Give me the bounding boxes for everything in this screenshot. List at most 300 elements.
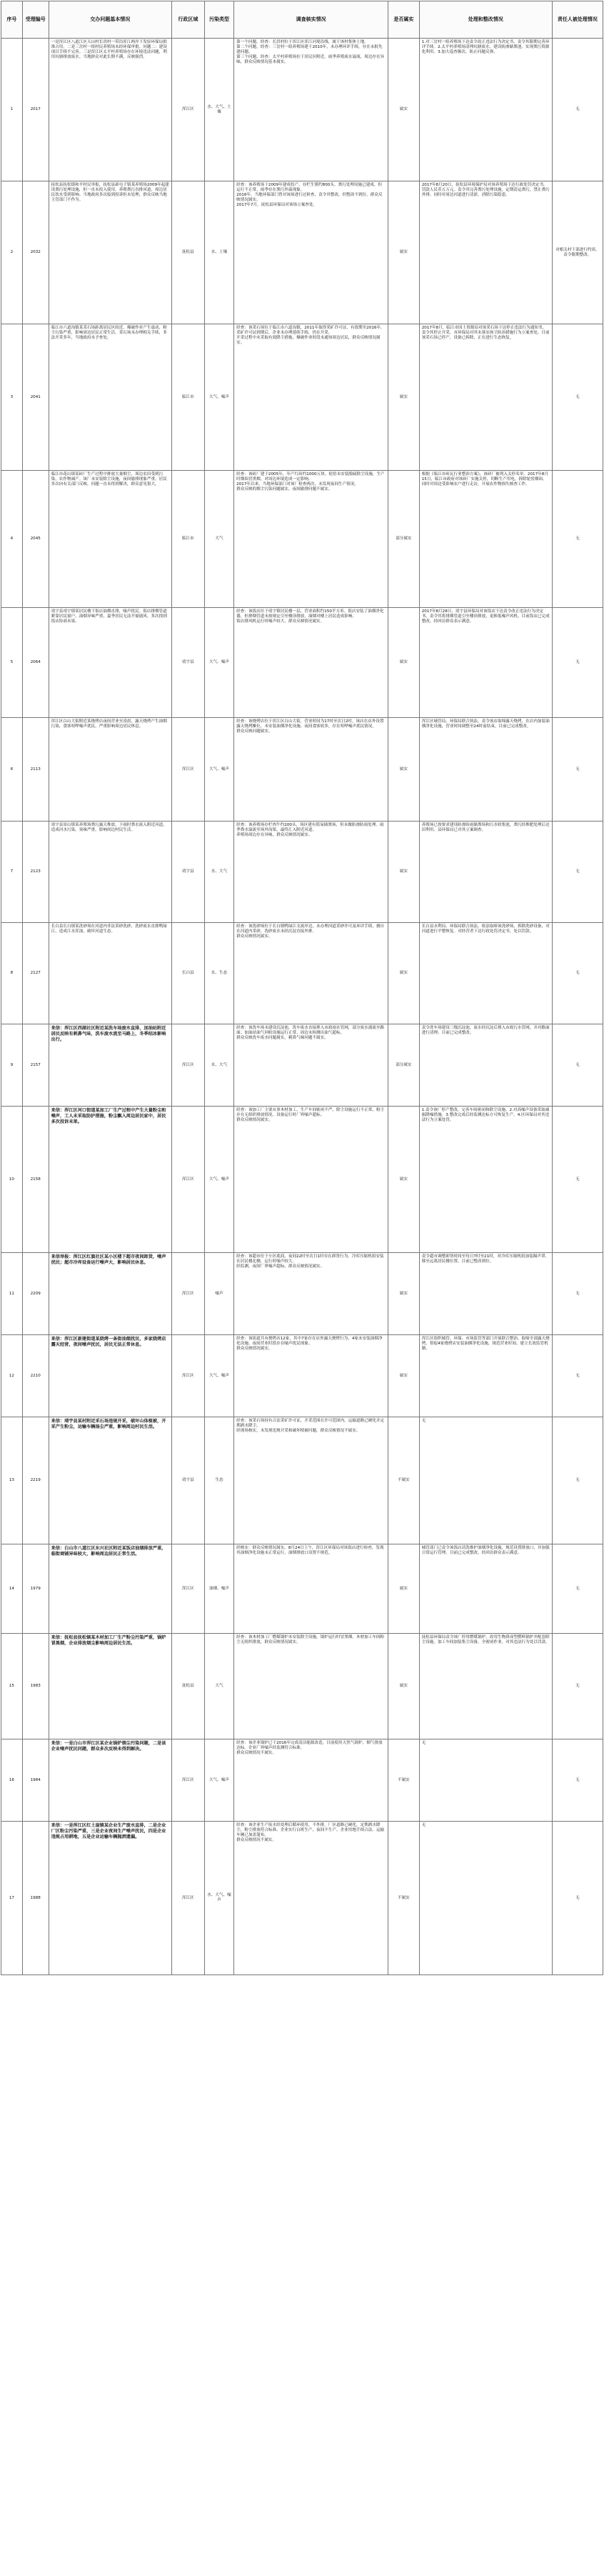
row-problem bbox=[49, 324, 171, 471]
row-region bbox=[171, 822, 204, 923]
row-handling-text: 无 bbox=[421, 1419, 426, 1423]
row-pollution-type bbox=[204, 1822, 233, 1975]
row-responsible-text: 无 bbox=[575, 1586, 580, 1591]
row-region bbox=[171, 1822, 204, 1975]
row-id-text: 1979 bbox=[30, 1586, 41, 1591]
row-pollution-type-text: 大气、噪声 bbox=[208, 1373, 229, 1378]
row-handling bbox=[419, 608, 552, 718]
table-row bbox=[1, 39, 603, 181]
row-responsible bbox=[552, 1107, 603, 1253]
row-responsible bbox=[552, 1024, 603, 1107]
row-seq bbox=[1, 1024, 23, 1107]
row-id bbox=[22, 923, 49, 1024]
row-id bbox=[22, 1024, 49, 1107]
row-seq-text: 16 bbox=[9, 1777, 14, 1782]
row-survey-text: 经查：该洗砂场位于长白镇鸭绿江支流岸边，未办理河道采砂许可及环评手续，擅自在河道内采砂，洗砂废水未经沉淀直接外排。 群众反映情况属实。 bbox=[236, 924, 385, 939]
row-handling bbox=[419, 1107, 552, 1253]
row-seq-text: 6 bbox=[10, 767, 14, 772]
row-pollution-type bbox=[204, 1739, 233, 1822]
row-region-text: 浑江区 bbox=[181, 1895, 194, 1900]
row-seq-text: 2 bbox=[10, 250, 14, 254]
table-body bbox=[1, 39, 603, 1975]
table-row bbox=[1, 1822, 603, 1975]
row-pollution-type bbox=[204, 471, 233, 608]
row-responsible-text: 无 bbox=[575, 536, 580, 541]
row-survey-text: 经查：该超市位于小区底商，夜间22时至次日1时存在卸货行为。冷库压缩机组安装在居民楼北侧，运行时噪声较大。 经监测，夜间厂界噪声超标，群众反映情况属实。 bbox=[236, 1254, 384, 1269]
row-id-text: 2017 bbox=[30, 107, 41, 111]
row-id bbox=[22, 608, 49, 718]
row-region-text: 靖宇县 bbox=[181, 869, 194, 874]
row-verdict bbox=[388, 1544, 420, 1634]
row-seq bbox=[1, 608, 23, 718]
row-survey-text: 经查：该烧烤店位于浑江区白山大街，营业时间为17时至次日2时。该店在店外设置露天烧烤摊位，未安装油烟净化设施。夜间食客较多，存在喧哗噪声扰民情况。 群众反映问题属实。 bbox=[236, 719, 384, 734]
table-row bbox=[1, 1739, 603, 1822]
row-survey bbox=[234, 324, 388, 471]
row-problem bbox=[49, 1107, 171, 1253]
row-region-text: 浑江区 bbox=[181, 1777, 194, 1782]
row-pollution-type bbox=[204, 181, 233, 324]
row-pollution-type-text: 水、大气 bbox=[211, 1062, 228, 1067]
row-verdict-text: 属实 bbox=[399, 869, 408, 874]
row-id-text: 2113 bbox=[30, 767, 41, 772]
row-responsible bbox=[552, 822, 603, 923]
row-pollution-type bbox=[204, 1544, 233, 1634]
row-handling bbox=[419, 822, 552, 923]
header-survey: 调查核实情况 bbox=[234, 1, 388, 39]
row-verdict bbox=[388, 324, 420, 471]
row-verdict-text: 属实 bbox=[399, 394, 408, 399]
row-responsible-text: 无 bbox=[575, 1895, 580, 1900]
row-responsible-text: 无 bbox=[575, 1291, 580, 1296]
row-problem bbox=[49, 718, 171, 822]
table-row bbox=[1, 1024, 603, 1107]
row-pollution-type-text: 油烟、噪声 bbox=[208, 1586, 229, 1591]
row-problem-text: 来信：抚松县抚松镇某木材加工厂生产粉尘污染严重，锅炉冒黑烟，企业排放烟尘影响周边居民生活。 bbox=[51, 1635, 166, 1646]
row-verdict-text: 不属实 bbox=[397, 1777, 410, 1782]
row-id-text: 2209 bbox=[30, 1291, 41, 1296]
row-problem-text: 来信：一是浑江区红土崖镇某企业生产废水直排，二是企业厂区粉尘污染严重，三是企业夜间生产噪声扰民，四是企业违规占用耕地，五是企业运输车辆抛洒遗漏。 bbox=[51, 1823, 166, 1839]
row-verdict bbox=[388, 181, 420, 324]
row-verdict bbox=[388, 1739, 420, 1822]
row-responsible bbox=[552, 1544, 603, 1634]
row-survey-text: 经核实：群众反映情况属实。8月24日上午，浑江区环保局对该饭店进行检查，发现其油烟净化设施未正常运行，油烟排放口设置不规范。 bbox=[236, 1546, 384, 1555]
row-region-text: 浑江区 bbox=[181, 107, 194, 111]
row-seq bbox=[1, 1253, 23, 1335]
table-row bbox=[1, 923, 603, 1024]
header-problem: 交办问题基本情况 bbox=[49, 1, 171, 39]
row-pollution-type bbox=[204, 39, 233, 181]
row-problem bbox=[49, 1739, 171, 1822]
row-responsible-text: 无 bbox=[575, 660, 580, 664]
row-region bbox=[171, 471, 204, 608]
row-survey-text: 经查：该木材加工厂燃煤锅炉未安装除尘设施，锅炉运行时冒黑烟。木材加工车间粉尘无组织排放，群众反映情况属实。 bbox=[236, 1635, 385, 1644]
row-region-text: 浑江区 bbox=[181, 1586, 194, 1591]
row-verdict-text: 属实 bbox=[399, 1373, 408, 1378]
row-id bbox=[22, 1634, 49, 1739]
row-pollution-type bbox=[204, 324, 233, 471]
row-verdict-text: 属实 bbox=[399, 250, 408, 254]
row-problem-text: 长白县长白镇某洗砂场在河道内非法采砂洗砂，洗砂废水直排鸭绿江，造成江水浑浊，破坏河道生态。 bbox=[51, 924, 167, 934]
row-id-text: 2041 bbox=[30, 394, 41, 399]
row-id-text: 2123 bbox=[30, 869, 41, 874]
row-pollution-type-text: 水、大气、噪声 bbox=[207, 1893, 231, 1902]
row-problem bbox=[49, 822, 171, 923]
row-pollution-type-text: 水、土壤 bbox=[211, 250, 228, 254]
row-seq bbox=[1, 923, 23, 1024]
row-problem-text: 一是浑江区八道江区天山村长洪村一带沿浑江两岸下发原环保局批准占用。二是三岔村一组村民养殖场未经环保审批。问题二：建设项目手续不完善。三是浑江区太平村养殖场存在环境违法问题，利用坑塘排放废水。当地群众对此长期不满，反映强烈。 bbox=[51, 40, 167, 59]
row-handling bbox=[419, 923, 552, 1024]
row-verdict bbox=[388, 1417, 420, 1544]
row-survey bbox=[234, 1253, 388, 1335]
row-id-text: 2127 bbox=[30, 971, 41, 975]
row-region bbox=[171, 1107, 204, 1253]
row-problem bbox=[49, 608, 171, 718]
row-handling-text: 1.责令该厂停产整改，完善车间密闭和除尘设施。2.对高噪声设备采取减振降噪措施。3.整改完成后经监测达标方可恢复生产。4.区环保局对其违法行为立案处罚。 bbox=[421, 1108, 550, 1122]
row-pollution-type bbox=[204, 1253, 233, 1335]
row-region-text: 临江市 bbox=[181, 536, 194, 541]
header-row bbox=[1, 1, 603, 39]
row-pollution-type-text: 大气、噪声 bbox=[208, 1177, 229, 1182]
row-responsible-text: 无 bbox=[575, 869, 580, 874]
row-id bbox=[22, 822, 49, 923]
row-id bbox=[22, 1739, 49, 1822]
table-row bbox=[1, 181, 603, 324]
table-row bbox=[1, 1253, 603, 1335]
row-verdict-text: 属实 bbox=[399, 971, 408, 975]
row-seq bbox=[1, 1822, 23, 1975]
row-verdict bbox=[388, 718, 420, 822]
row-verdict bbox=[388, 1253, 420, 1335]
row-region bbox=[171, 181, 204, 324]
row-seq bbox=[1, 1739, 23, 1822]
row-pollution-type-text: 大气、噪声 bbox=[208, 660, 229, 664]
row-id-text: 2158 bbox=[30, 1177, 41, 1182]
row-pollution-type-text: 水、生态 bbox=[211, 971, 228, 975]
row-responsible bbox=[552, 1739, 603, 1822]
row-verdict bbox=[388, 1107, 420, 1253]
row-survey bbox=[234, 39, 388, 181]
row-seq-text: 13 bbox=[9, 1478, 14, 1482]
row-responsible-text: 无 bbox=[575, 1777, 580, 1782]
row-region bbox=[171, 324, 204, 471]
row-seq bbox=[1, 181, 23, 324]
row-handling bbox=[419, 39, 552, 181]
row-handling bbox=[419, 1634, 552, 1739]
row-responsible-text: 无 bbox=[575, 1373, 580, 1378]
row-region-text: 靖宇县 bbox=[181, 1478, 194, 1482]
row-responsible-text: 无 bbox=[575, 767, 580, 772]
row-handling-text: 浑江区组织城管、环保、市场监管等部门开展联合整治，取缔全部露天烧烤，督促4家烧烤店安装油烟净化设施，规范营业时间。建立长效监管机制。 bbox=[421, 1337, 550, 1351]
row-handling-text: 长白县水利局、环保局联合执法，依法取缔该洗砂场，拆除洗砂设备，对河道进行平整恢复。对经营者下达行政处罚决定书，处以罚款。 bbox=[421, 924, 550, 934]
row-region-text: 浑江区 bbox=[181, 1291, 194, 1296]
row-problem-text: 临江市花山镇某砖厂生产过程中排放大量烟尘，周边农田受到污染，农作物减产。该厂未安装除尘设施，夜间偷排现象严重。居民多次向有关部门反映，问题一直未得到解决，群众意见很大。 bbox=[51, 472, 167, 486]
row-id bbox=[22, 471, 49, 608]
row-id-text: 2032 bbox=[30, 250, 41, 254]
row-pollution-type-text: 大气、噪声 bbox=[208, 1777, 229, 1782]
row-survey bbox=[234, 1107, 388, 1253]
row-id bbox=[22, 1822, 49, 1975]
row-pollution-type-text: 水、大气、土壤 bbox=[207, 104, 231, 114]
row-region bbox=[171, 1634, 204, 1739]
row-region bbox=[171, 1024, 204, 1107]
row-seq-text: 15 bbox=[9, 1684, 14, 1688]
row-handling bbox=[419, 1739, 552, 1822]
row-seq bbox=[1, 39, 23, 181]
row-pollution-type-text: 大气 bbox=[215, 536, 223, 541]
row-pollution-type bbox=[204, 1634, 233, 1739]
table-row bbox=[1, 324, 603, 471]
row-pollution-type-text: 大气、噪声 bbox=[208, 394, 229, 399]
header-handling: 处理和整改情况 bbox=[419, 1, 552, 39]
row-responsible-text: 无 bbox=[575, 1062, 580, 1067]
row-survey bbox=[234, 1822, 388, 1975]
header-responsible: 责任人被处理情况 bbox=[552, 1, 603, 39]
row-handling-text: 2017年8月20日，抚松县环境保护局对该养殖场下达行政处罚决定书，罚款人民币五万元。责令其完善粪污处理设施，定期清运粪污，禁止粪污外排。同时对周边河道进行清淤，消除污染隐患。 bbox=[421, 183, 550, 197]
row-seq bbox=[1, 718, 23, 822]
row-problem-text: 来信：靖宇县某村附近采石场违规开采，破坏山体植被，开采产生粉尘，运输车辆扬尘严重，影响周边村民生活。 bbox=[51, 1419, 166, 1429]
header-region: 行政区域 bbox=[171, 1, 204, 39]
row-region bbox=[171, 1544, 204, 1634]
row-responsible bbox=[552, 181, 603, 324]
row-problem-text: 来信：浑江区河口街道某加工厂生产过程中产生大量粉尘和噪声，工人未采取防护措施，粉尘飘入周边居民家中，居民多次投诉未果。 bbox=[51, 1108, 166, 1124]
row-region-text: 临江市 bbox=[181, 394, 194, 399]
row-responsible-text: 无 bbox=[575, 107, 580, 111]
row-id-text: 2045 bbox=[30, 536, 41, 541]
row-region bbox=[171, 1253, 204, 1335]
row-id bbox=[22, 39, 49, 181]
row-survey-text: 经查：该加工厂主要从事木材加工，生产车间密闭不严，除尘设施运行不正常，粉尘存在无组织排放情况。设备运行时厂界噪声超标。 群众反映情况属实。 bbox=[236, 1108, 385, 1122]
row-problem bbox=[49, 1822, 171, 1975]
row-survey-text: 经查：该采石场位于临江市六道沟镇，2011年取得采矿许可证，有效期至2016年。采矿许可证到期后，企业未办理延续手续，仍在开采。 开采过程中未采取有效降尘措施，爆破作业时段未通知周边居民，群众反映情况属实。 bbox=[236, 326, 385, 345]
row-pollution-type bbox=[204, 1417, 233, 1544]
row-handling-text: 城管部门已责令该饭店清洗维护油烟净化设施，规范设置排放口，并加强日常运行管理。目前已完成整改，经回访群众表示满意。 bbox=[421, 1546, 550, 1555]
row-seq-text: 14 bbox=[9, 1586, 14, 1591]
row-survey bbox=[234, 471, 388, 608]
row-survey-text: 经查：该洗车场未建设沉淀池，洗车废水直接排入市政雨水管网，部分废水漫流至路面。加油站油气回收设施运行正常，周边未检测出油气超标。 群众反映洗车废水问题属实，刺鼻气味问题不属实。 bbox=[236, 1026, 385, 1040]
row-id bbox=[22, 1417, 49, 1544]
row-verdict bbox=[388, 1822, 420, 1975]
row-verdict-text: 属实 bbox=[399, 660, 408, 664]
row-survey bbox=[234, 1024, 388, 1107]
row-handling bbox=[419, 1544, 552, 1634]
row-id-text: 2157 bbox=[30, 1062, 41, 1067]
row-verdict-text: 部分属实 bbox=[396, 536, 412, 541]
row-problem bbox=[49, 39, 171, 181]
row-survey bbox=[234, 608, 388, 718]
row-problem-text: 来信：浑江区西湖社区附近某洗车场废水直排，加油站附近居民反映有刺鼻气味，洗车废水流至马路上，冬季结冰影响出行。 bbox=[51, 1026, 166, 1042]
row-id bbox=[22, 718, 49, 822]
row-responsible-text: 无 bbox=[575, 1177, 580, 1182]
row-handling-text: 2017年8月28日，靖宇县环保局对该饭店下达责令改正违法行为决定书，责令其将排烟管道引至楼顶排放，更换低噪声风机。目前饭店已完成整改，经回访群众表示满意。 bbox=[421, 609, 550, 624]
table-row bbox=[1, 1634, 603, 1739]
row-handling bbox=[419, 1417, 552, 1544]
row-verdict-text: 属实 bbox=[399, 767, 408, 772]
row-verdict-text: 属实 bbox=[399, 1684, 408, 1688]
row-seq bbox=[1, 1417, 23, 1544]
row-responsible-text: 无 bbox=[575, 971, 580, 975]
row-handling bbox=[419, 324, 552, 471]
case-table bbox=[1, 1, 603, 1975]
row-handling-text: 无 bbox=[421, 1741, 426, 1745]
row-survey bbox=[234, 1544, 388, 1634]
row-problem-text: 浑江区白山大街附近某烧烤店夜间营业至凌晨，露天烧烤产生油烟污染，食客喧哗噪声扰民，严重影响周边居民休息。 bbox=[51, 719, 167, 729]
row-problem bbox=[49, 471, 171, 608]
table-row bbox=[1, 718, 603, 822]
row-id-text: 1988 bbox=[30, 1895, 41, 1900]
row-seq-text: 7 bbox=[10, 869, 14, 874]
row-responsible-text: 无 bbox=[575, 394, 580, 399]
row-verdict-text: 不属实 bbox=[397, 1895, 410, 1900]
row-survey bbox=[234, 1335, 388, 1417]
row-id bbox=[22, 1253, 49, 1335]
row-id bbox=[22, 1335, 49, 1417]
row-responsible bbox=[552, 1253, 603, 1335]
row-problem bbox=[49, 1335, 171, 1417]
row-handling bbox=[419, 1024, 552, 1107]
row-verdict-text: 属实 bbox=[399, 1177, 408, 1182]
row-handling bbox=[419, 718, 552, 822]
row-problem bbox=[49, 1417, 171, 1544]
row-pollution-type bbox=[204, 718, 233, 822]
row-verdict bbox=[388, 822, 420, 923]
row-seq-text: 3 bbox=[10, 394, 14, 399]
row-responsible bbox=[552, 1822, 603, 1975]
row-survey bbox=[234, 718, 388, 822]
row-region bbox=[171, 718, 204, 822]
row-region-text: 浑江区 bbox=[181, 1177, 194, 1182]
row-seq bbox=[1, 822, 23, 923]
row-handling bbox=[419, 1335, 552, 1417]
row-responsible bbox=[552, 718, 603, 822]
table-row bbox=[1, 471, 603, 608]
row-problem-text: 靖宇县景山镇某养殖场粪污露天堆放，下雨时粪水流入附近河道，造成河水污染，臭味严重，影响周边村民生活。 bbox=[51, 823, 167, 832]
row-seq-text: 1 bbox=[10, 107, 14, 111]
row-seq bbox=[1, 324, 23, 471]
table-row bbox=[1, 1417, 603, 1544]
row-problem-text: 抚松县抚松镇和平村民举报，抚松县新屯子镇某养殖场2009年起建设粪污处理设施，但一直未投入使用，养殖粪污直排河道，周边居民饮水受到影响。当地政府多次接到投诉但未处理，群众反映当地主管部门不作为。 bbox=[51, 183, 169, 202]
header-id: 受理编号 bbox=[22, 1, 49, 39]
row-pollution-type bbox=[204, 608, 233, 718]
row-region bbox=[171, 1739, 204, 1822]
row-responsible bbox=[552, 1417, 603, 1544]
row-id bbox=[22, 324, 49, 471]
row-verdict bbox=[388, 1634, 420, 1739]
row-region bbox=[171, 1417, 204, 1544]
row-responsible bbox=[552, 1634, 603, 1739]
row-id bbox=[22, 1107, 49, 1253]
row-survey-text: 第一个问题，经查：长洪村位于浑江区浑江河堤沿线，属于该村集体土地。 第二个问题，经查：三岔村一组养殖场建于2010年，未办理环评手续，存在未批先建问题。 第三个问题，经查：太平村养殖场位于居民区附近，雨季养殖废水溢流，周边存在异味，群众反映情况基本属实。 bbox=[236, 40, 385, 64]
row-handling-text: 根据《临江市砖瓦行业整治方案》，该砖厂被列入关停名单。2017年8月15日，临江市政府对该砖厂实施关停，切断生产用电，拆除轮窑烟囱。同时对周边受影响农户进行走访，开展农作物损失核查工作。 bbox=[421, 472, 548, 486]
table-row bbox=[1, 1335, 603, 1417]
row-pollution-type-text: 大气、噪声 bbox=[208, 767, 229, 772]
header-pollution-type: 污染类型 bbox=[204, 1, 233, 39]
row-survey-text: 经查：该砖厂建于2005年，年产红砖约1000万块。轮窑未安装脱硫除尘设施，生产时烟囱冒黑烟，对周边环境造成一定影响。 2017年以来，当地环保部门对该厂检查两次，未发现夜间生产情况。 群众反映的烟尘污染问题属实，夜间偷排问题不属实。 bbox=[236, 472, 385, 491]
row-seq-text: 10 bbox=[9, 1177, 14, 1182]
row-seq bbox=[1, 471, 23, 608]
row-verdict-text: 属实 bbox=[399, 107, 408, 111]
header-seq: 序号 bbox=[1, 1, 23, 39]
row-region bbox=[171, 39, 204, 181]
table-row bbox=[1, 822, 603, 923]
row-handling bbox=[419, 181, 552, 324]
row-responsible bbox=[552, 608, 603, 718]
row-handling-text: 2017年8月，临江市国土资源局对该采石场下达停止违法行为通知书，责令其停止开采。市环保局对其未落实扬尘防治措施行为立案查处。目前该采石场已停产，设备已拆除，正在进行生态恢复。 bbox=[421, 326, 550, 340]
row-responsible-text: 无 bbox=[575, 1478, 580, 1482]
row-seq-text: 5 bbox=[10, 660, 14, 664]
row-handling bbox=[419, 1822, 552, 1975]
row-region-text: 浑江区 bbox=[181, 767, 194, 772]
row-pollution-type bbox=[204, 1107, 233, 1253]
row-pollution-type bbox=[204, 1024, 233, 1107]
row-seq bbox=[1, 1634, 23, 1739]
row-verdict bbox=[388, 1024, 420, 1107]
row-region bbox=[171, 608, 204, 718]
row-seq-text: 17 bbox=[9, 1895, 14, 1900]
row-problem bbox=[49, 1544, 171, 1634]
row-problem-text: 临江市六道沟镇某采石场距离居民区较近，爆破作业产生震动，粉尘污染严重，影响周边居民正常生活。采石场未办理相关手续，非法开采多年，当地政府未予查处。 bbox=[51, 326, 167, 340]
row-problem bbox=[49, 923, 171, 1024]
row-handling-text: 责令超市调整卸货时间至每日7时至21时，对冷库压缩机组加装隔声罩，移至远离居民楼位置。目前已整改到位。 bbox=[421, 1254, 550, 1264]
row-handling-text: 养殖场已按要求建设防渗防雨储粪场和污水收集池，粪污经堆肥处理后还田利用。县环保局已对其立案调查。 bbox=[421, 823, 550, 832]
row-seq-text: 11 bbox=[9, 1291, 14, 1296]
row-survey bbox=[234, 1417, 388, 1544]
row-survey bbox=[234, 923, 388, 1024]
row-problem bbox=[49, 1634, 171, 1739]
row-survey bbox=[234, 181, 388, 324]
row-id bbox=[22, 1544, 49, 1634]
row-handling-text: 浑江区城管局、环保局联合执法，责令该店取缔露天烧烤，在店内加装油烟净化设施，营业时间调整至24时前结束。目前已完成整改。 bbox=[421, 719, 550, 729]
row-seq bbox=[1, 1335, 23, 1417]
row-verdict bbox=[388, 923, 420, 1024]
table-row bbox=[1, 1544, 603, 1634]
row-verdict-text: 属实 bbox=[399, 1586, 408, 1591]
row-region-text: 长白县 bbox=[181, 971, 194, 975]
row-region bbox=[171, 1335, 204, 1417]
row-problem bbox=[49, 181, 171, 324]
row-problem bbox=[49, 1024, 171, 1107]
table-row bbox=[1, 608, 603, 718]
row-survey bbox=[234, 1634, 388, 1739]
row-survey-text: 经查：该养殖场于2009年建成投产，存栏生猪约800头。粪污处理设施已建成，但运行不正常，雨季存在粪污外溢现象。 2016年，当地环保部门曾对该场进行过检查，责令其整改，但整改不到位。群众反映情况属实。 2017年7月，抚松县环保局对该场立案查处。 bbox=[236, 183, 383, 207]
header-verdict: 是否属实 bbox=[388, 1, 420, 39]
row-survey bbox=[234, 822, 388, 923]
row-problem-text: 来信举报：浑江区红旗社区某小区楼下超市夜间卸货，噪声扰民；超市冷库设备运行噪声大，影响居民休息。 bbox=[51, 1254, 166, 1265]
row-verdict bbox=[388, 1335, 420, 1417]
row-pollution-type-text: 生态 bbox=[215, 1478, 223, 1482]
row-region bbox=[171, 923, 204, 1024]
row-problem-text: 来信：白山市八道江区东兴社区附近某饭店油烟排放严重，临街商铺异味较大，影响周边居民正常生活。 bbox=[51, 1546, 166, 1557]
row-responsible bbox=[552, 39, 603, 181]
row-verdict bbox=[388, 471, 420, 608]
row-pollution-type-text: 噪声 bbox=[215, 1291, 223, 1296]
row-problem-text: 靖宇县靖宇镇某居民楼下饭店油烟直排，噪声扰民。饭店排烟管道紧靠居民窗户，油烟异味严重，夏季居民无法开窗通风。多次找到饭店协商未果。 bbox=[51, 609, 167, 624]
row-problem-text: 来信：一是白山市浑江区某企业锅炉烟尘污染问题，二是该企业噪声扰民问题，群众多次反映未得到解决。 bbox=[51, 1741, 166, 1752]
row-responsible bbox=[552, 471, 603, 608]
row-problem bbox=[49, 1253, 171, 1335]
row-survey-text: 经查：该企业锅炉已于2016年完成清洁能源改造，目前使用天然气锅炉，烟气排放达标。企业厂界噪声经监测符合标准。 群众反映情况不属实。 bbox=[236, 1741, 383, 1755]
row-pollution-type bbox=[204, 822, 233, 923]
row-responsible-text: 无 bbox=[575, 1684, 580, 1688]
row-id-text: 1983 bbox=[30, 1684, 41, 1688]
row-survey-text: 经查：该街道共有烧烤店12家，其中7家存在店外露天烧烤行为，4家未安装油烟净化设施。夜间营业时段存在噪声扰民现象。 群众反映情况属实。 bbox=[236, 1337, 383, 1351]
row-pollution-type bbox=[204, 1335, 233, 1417]
row-region-text: 浑江区 bbox=[181, 1062, 194, 1067]
row-responsible-text: 对相关村干部进行约谈，责令限期整改。 bbox=[555, 247, 600, 257]
row-seq-text: 9 bbox=[10, 1062, 14, 1067]
row-seq-text: 4 bbox=[10, 536, 14, 541]
row-verdict-text: 部分属实 bbox=[396, 1062, 412, 1067]
row-seq bbox=[1, 1544, 23, 1634]
